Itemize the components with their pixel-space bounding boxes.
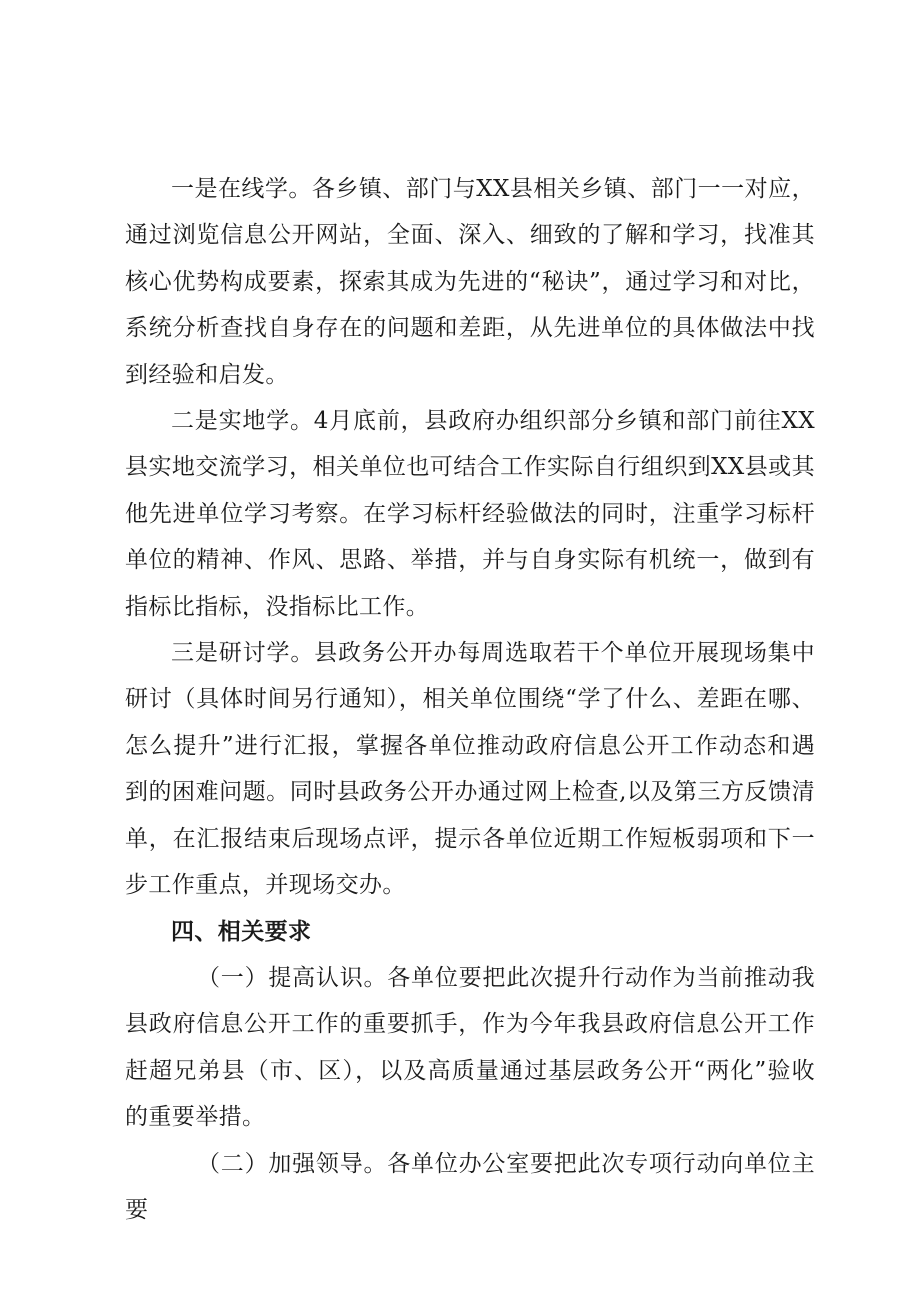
paragraph-seminar-learning: 三是研讨学。县政务公开办每周选取若干个单位开展现场集中研讨（具体时间另行通知），相关单位围绕“学了什么、差距在哪、怎么提升”进行汇报，掌握各单位推动政府信息公开工作动态和遇到的困难问题。同时县政务公开办通过网上检查,以及第三方反馈清单，在汇报结束后现场点评，提示各单位近期工作短板弱项和下一步工作重点，并现场交办。 (125, 640, 815, 899)
paragraph-online-learning: 一是在线学。各乡镇、部门与XX县相关乡镇、部门一一对应，通过浏览信息公开网站，全面、深入、细致的了解和学习，找准其核心优势构成要素，探索其成为先进的“秘诀”，通过学习和对比，系统分析查找自身存在的问题和差距，从先进单位的具体做法中找到经验和启发。 (125, 176, 815, 388)
requirement-raise-awareness: （一）提高认识。各单位要把此次提升行动作为当前推动我县政府信息公开工作的重要抓手，作为今年我县政府信息公开工作赶超兄弟县（市、区），以及高质量通过基层政务公开“两化”验收的重要举措。 (125, 964, 815, 1131)
paragraph-onsite-learning: 二是实地学。4月底前，县政府办组织部分乡镇和部门前往XX县实地交流学习，相关单位也可结合工作实际自行组织到XX县或其他先进单位学习考察。在学习标杆经验做法的同时，注重学习标杆单位的精神、作风、思路、举措，并与自身实际有机统一，做到有指标比指标，没指标比工作。 (125, 408, 815, 620)
requirement-strengthen-leadership: （二）加强领导。各单位办公室要把此次专项行动向单位主要 (125, 1150, 815, 1223)
section-heading: 四、相关要求 (171, 918, 312, 945)
document-page (125, 166, 815, 1233)
